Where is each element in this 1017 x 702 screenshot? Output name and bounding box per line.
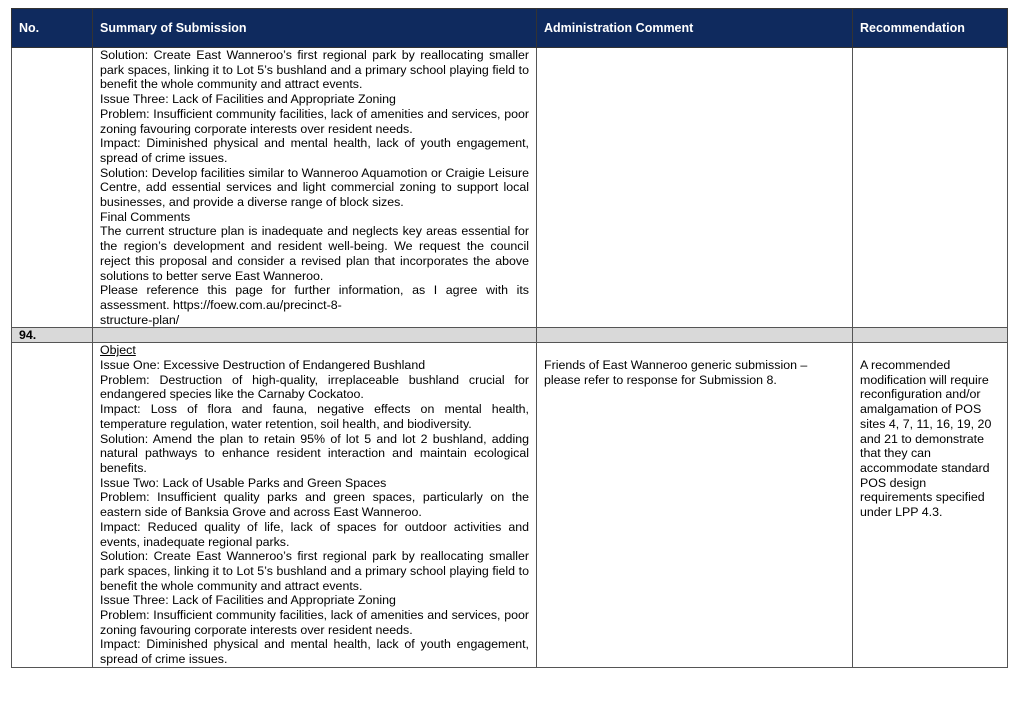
summary-line: Issue Three: Lack of Facilities and Appropriate Zoning	[100, 92, 396, 107]
object-label: Object	[100, 343, 136, 358]
cell-summary-94	[93, 343, 537, 667]
cell-no-94	[12, 343, 93, 667]
table-row-continued	[12, 48, 1008, 328]
cell-rec-continued	[853, 48, 1008, 328]
header-no: No.	[12, 9, 93, 48]
summary-line: Problem: Insufficient community facilities, lack of amenities and services, poor zoning favouring corporate interests over resident needs.	[100, 608, 529, 637]
summary-line: Problem: Insufficient quality parks and green spaces, particularly on the eastern side of Banksia Grove and across East Wanneroo.	[100, 490, 529, 520]
summary-line: The current structure plan is inadequate and neglects key areas essential for the region’s development and resident well-being. We request the council reject this proposal and consider a revised plan that incorporates the above solutions to better serve East Wanneroo.	[100, 224, 529, 283]
recommendation: A recommended modification will require reconfiguration and/or amalgamation of POS sites 4, 7, 11, 16, 19, 20 and 21 to demonstrate that they can accommodate standard POS design requirements specified under LPP 4.3.	[853, 343, 1008, 667]
header-summary: Summary of Submission	[93, 9, 537, 48]
summary-line: Impact: Diminished physical and mental health, lack of youth engagement, spread of crime issues.	[100, 136, 529, 165]
summary-line: Issue One: Excessive Destruction of Endangered Bushland	[100, 358, 426, 373]
summary-line: Impact: Reduced quality of life, lack of spaces for outdoor activities and events, inadequate regional parks.	[100, 519, 529, 549]
summary-line: Final Comments	[100, 209, 191, 224]
summary-line: Impact: Diminished physical and mental health, lack of youth engagement, spread of crime issues.	[100, 637, 529, 667]
submissions-table	[11, 8, 1008, 668]
summary-line: Issue Two: Lack of Usable Parks and Green Spaces	[100, 475, 387, 490]
summary-line: Please reference this page for further information, as I agree with its assessment. https://foew.com.au/precinct-8-	[100, 283, 529, 312]
summary-line: Solution: Amend the plan to retain 95% of lot 5 and lot 2 bushland, adding natural pathways to enhance resident interaction and maintain ecological benefits.	[100, 431, 529, 475]
summary-line: Solution: Create East Wanneroo’s first regional park by reallocating smaller park spaces, linking it to Lot 5’s bushland and a primary school playing field to benefit the whole community and attract events.	[100, 48, 529, 92]
summary-line: Solution: Create East Wanneroo’s first regional park by reallocating smaller park spaces, linking it to Lot 5’s bushland and a primary school playing field to benefit the whole community and attract events.	[100, 549, 529, 593]
summary-line: Problem: Destruction of high-quality, irreplaceable bushland crucial for endangered species like the Carnaby Cockatoo.	[100, 372, 529, 402]
table-row-94	[12, 343, 1008, 667]
summary-line: Solution: Develop facilities similar to Wanneroo Aquamotion or Craigie Leisure Centre, add essential services and light commercial zoning to support local businesses, and provide a diverse range of block sizes.	[100, 165, 529, 210]
summary-line: Problem: Insufficient community facilities, lack of amenities and services, poor zoning favouring corporate interests over resident needs.	[100, 106, 529, 136]
cell-no-continued	[12, 48, 93, 328]
summary-line: structure-plan/	[100, 312, 180, 327]
submission-number: 94.	[12, 328, 93, 343]
submission-number-row	[12, 328, 1008, 343]
admin-comment: Friends of East Wanneroo generic submission – please refer to response for Submission 8.	[537, 343, 853, 667]
header-admin-comment: Administration Comment	[537, 9, 853, 48]
cell-summary-continued	[93, 48, 537, 328]
summary-line: Impact: Loss of flora and fauna, negative effects on mental health, temperature regulation, water retention, soil health, and biodiversity.	[100, 402, 529, 431]
table-header-row	[12, 9, 1008, 48]
cell-admin-continued	[537, 48, 853, 328]
summary-line: Issue Three: Lack of Facilities and Appropriate Zoning	[100, 593, 396, 608]
header-recommendation: Recommendation	[853, 9, 1008, 48]
